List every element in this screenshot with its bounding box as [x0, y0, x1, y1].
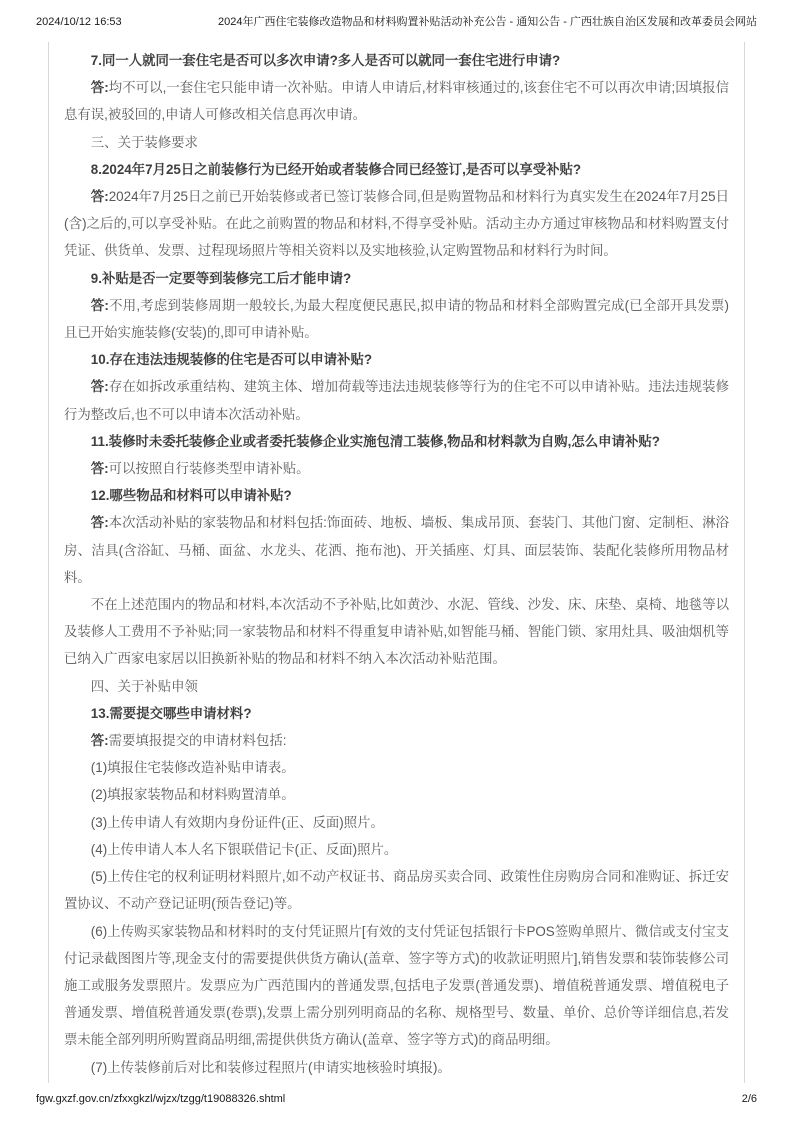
paragraph-question: 12.哪些物品和材料可以申请补贴? [90, 488, 292, 504]
paragraph-item: (2)填报家装物品和材料购置清单。 [90, 787, 295, 803]
paragraph-item [64, 1081, 729, 1083]
answer-prefix: 答: [90, 733, 109, 749]
paragraph-question: 9.补贴是否一定要等到装修完工后才能申请? [90, 270, 352, 286]
paragraph-answer: 答:可以按照自行装修类型申请补贴。 [90, 461, 310, 477]
answer-prefix: 答: [90, 297, 109, 313]
answer-prefix: 答: [90, 515, 109, 531]
paragraph-section: 四、关于补贴申领 [90, 678, 198, 694]
document-title: 2024年广西住宅装修改造物品和材料购置补贴活动补充公告 - 通知公告 - 广西壮族自治区发展和改革委员会网站 [217, 16, 757, 28]
paragraph-answer: 答:均不可以,一套住宅只能申请一次补贴。申请人申请后,材料审核通过的,该套住宅不可以再次申请;因填报信息有误,被驳回的,申请人可修改相关信息再次申请。 [64, 80, 729, 123]
paragraph-question: 10.存在违法违规装修的住宅是否可以申请补贴? [90, 352, 373, 368]
source-url: fgw.gxzf.gov.cn/zfxxgkzl/wjzx/tzgg/t19088326.shtml [36, 1093, 286, 1105]
paragraph-question: 13.需要提交哪些申请材料? [90, 705, 252, 721]
print-footer [36, 1093, 757, 1105]
paragraph-answer: 答:2024年7月25日之前已开始装修或者已签订装修合同,但是购置物品和材料行为真实发生在2024年7月25日(含)之后的,可以享受补贴。在此之前购置的物品和材料,不得享受补贴。活动主办方通过审核物品和材料购置支付凭证、供货单、发票、过程现场照片等相关资料以及实地核验,认定购置物品和材料行为时间。 [64, 189, 729, 259]
paragraph-item: (4)上传申请人本人名下银联借记卡(正、反面)照片。 [90, 841, 398, 857]
paragraph-paragraph: 不在上述范围内的物品和材料,本次活动不予补贴,比如黄沙、水泥、管线、沙发、床、床垫、桌椅、地毯等以及装修人工费用不予补贴;同一家装物品和材料不得重复申请补贴,如智能马桶、智能门锁、家用灶具、吸油烟机等已纳入广西家电家居以旧换新补贴的物品和材料不纳入本次活动补贴范围。 [64, 597, 729, 667]
paragraph-item: (1)填报住宅装修改造补贴申请表。 [90, 760, 295, 776]
paragraph-item: (6)上传购买家装物品和材料时的支付凭证照片[有效的支付凭证包括银行卡POS签购单照片、微信或支付宝支付记录截图图片等,现金支付的需要提供供货方确认(盖章、签字等方式)的收款证明照片],销售发票和装饰装修公司施工或服务发票照片。发票应为广西范围内的普通发票,包括电子发票(普通发票)、增值税普通发票、增值税电子普通发票、增值税普通发票(卷票),发票上需分别列明商品的名称、规格型号、数量、单价、总价等详细信息,若发票未能全部列明所购置商品明细,需提供供货方确认(盖章、签字等方式)的商品明细。 [64, 923, 729, 1048]
paragraph-answer: 答:本次活动补贴的家装物品和材料包括:饰面砖、地板、墙板、集成吊顶、套装门、其他门窗、定制柜、淋浴房、洁具(含浴缸、马桶、面盆、水龙头、花洒、拖布池)、开关插座、灯具、面层装饰、装配化装修所用物品材料。 [64, 515, 730, 585]
answer-prefix: 答: [90, 80, 109, 96]
answer-prefix: 答: [90, 379, 109, 395]
paragraph-item: (3)上传申请人有效期内身份证件(正、反面)照片。 [90, 814, 384, 830]
answer-prefix: 答: [90, 189, 109, 205]
answer-prefix: 答: [90, 461, 109, 477]
page-number-indicator: 2/6 [741, 1093, 757, 1105]
paragraph-item: (5)上传住宅的权利证明材料照片,如不动产权证书、商品房买卖合同、政策性住房购房合同和准购证、拆迁安置协议、不动产登记证明(预告登记)等。 [64, 869, 729, 912]
print-header [36, 13, 757, 29]
paragraph-answer: 答:不用,考虑到装修周期一般较长,为最大程度便民惠民,拟申请的物品和材料全部购置完成(已全部开具发票)且已开始实施装修(安装)的,即可申请补贴。 [64, 297, 729, 341]
print-date: 2024/10/12 16:53 [36, 16, 122, 28]
paragraph-section: 三、关于装修要求 [90, 134, 198, 150]
paragraph-question: 7.同一人就同一套住宅是否可以多次申请?多人是否可以就同一套住宅进行申请? [90, 53, 561, 68]
article-body [48, 42, 745, 1083]
paragraph-answer: 答:存在如拆改承重结构、建筑主体、增加荷载等违法违规装修等行为的住宅不可以申请补贴。违法违规装修行为整改后,也不可以申请本次活动补贴。 [64, 379, 729, 422]
paragraph-question: 11.装修时未委托装修企业或者委托装修企业实施包清工装修,物品和材料款为自购,怎么申请补贴? [90, 433, 660, 449]
paragraph-question: 8.2024年7月25日之前装修行为已经开始或者装修合同已经签订,是否可以享受补贴? [90, 161, 582, 177]
paragraph-item: (7)上传装修前后对比和装修过程照片(申请实地核验时填报)。 [90, 1059, 451, 1075]
paragraph-answer: 答:需要填报提交的申请材料包括: [90, 733, 287, 749]
